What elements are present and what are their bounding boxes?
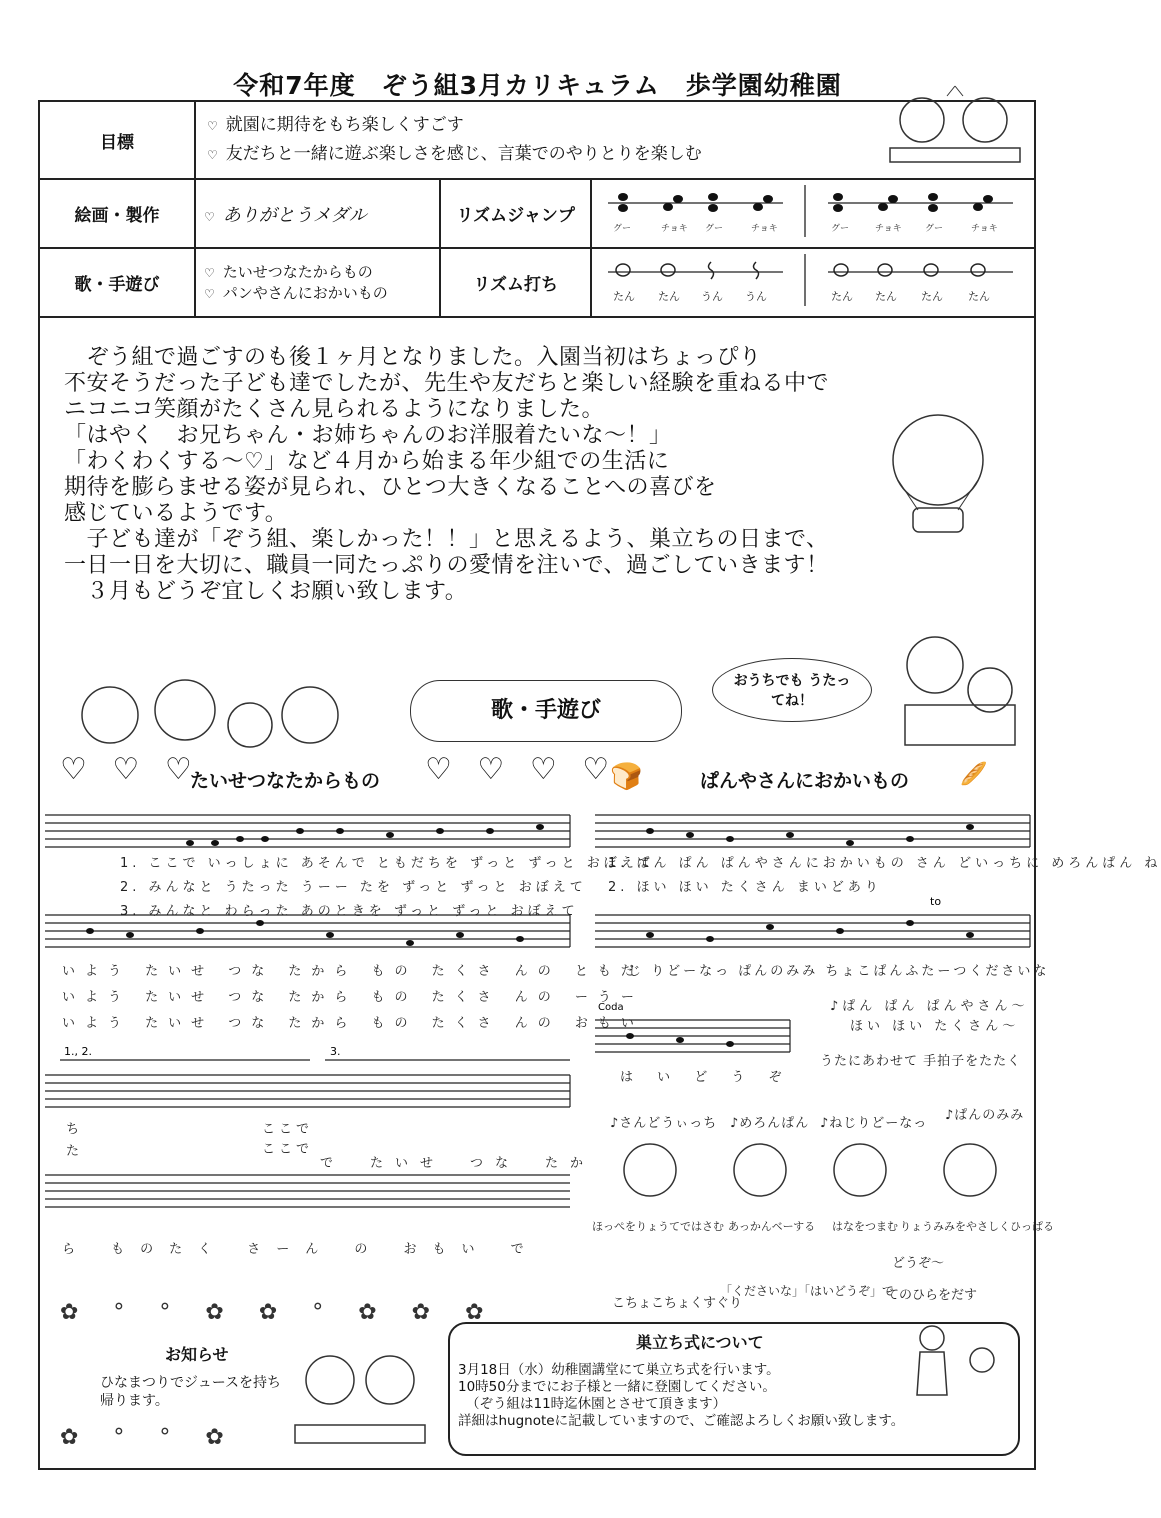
message-line: 感じているようです。 [64, 501, 288, 526]
extra-instruction: てのひらをだす [886, 1288, 978, 1303]
extra-instruction: 「くださいな」「はいどうぞ」で [720, 1284, 895, 1298]
jump-label-text: グー [613, 224, 632, 234]
teacher-illustration [895, 620, 1025, 750]
animals-illustration [65, 655, 365, 765]
jump-rhythm-graphic [593, 181, 1033, 241]
jump-label-text: チョキ [875, 224, 902, 234]
jump-label-text: グー [705, 224, 724, 234]
clap-label-text: うん [701, 290, 723, 303]
message-line: 一日一日を大切に、職員一同たっぷりの愛情を注いで、過ごしていきます！ [64, 553, 829, 578]
graduation-line: 10時50分までにお子様と一緒に登園してください。 [458, 1379, 776, 1395]
extra-instruction: こちょこちょくすぐり [612, 1296, 743, 1311]
goal-label: 目標 [39, 101, 195, 179]
message-line: 「わくわくする～♡」など４月から始まる年少組での生活に [64, 449, 670, 474]
jump-cell [591, 179, 1035, 248]
art-cell: ♡ ありがとうメダル [195, 179, 440, 248]
song-item: ♡ パンやさんにおかいもの [203, 283, 388, 302]
jump-label-text: チョキ [661, 224, 688, 234]
graduation-line: （ぞう組は11時迄休園とさせて頂きます） [466, 1396, 727, 1412]
clap-label-text: たん [613, 290, 635, 303]
notice-text: ひなまつりでジュースを持ち帰ります。 [100, 1375, 282, 1409]
clap-label-text: うん [745, 290, 767, 303]
message-line: ３月もどうぞ宜しくお願い致します。 [64, 579, 468, 604]
art-label: 絵画・製作 [39, 179, 195, 248]
jump-label: リズムジャンプ [440, 179, 591, 248]
action-label: ♪さんどうぃっち [610, 1116, 718, 1131]
clap-label: リズム打ち [440, 248, 591, 317]
staff-row-2 [45, 915, 570, 947]
song-cell [195, 248, 440, 317]
song2-lyric: は い ど う ぞ [620, 1070, 792, 1085]
clap-label-text: たん [831, 290, 853, 303]
song2-note: うたにあわせて 手拍子をたたく [820, 1054, 1022, 1069]
staff-row-4 [45, 1175, 570, 1207]
jump-label-text: グー [925, 224, 944, 234]
song1-lyric: いよう たいせ つな たから もの たくさ んの ともだ [62, 964, 644, 979]
extra-instruction: どうぞ～ [892, 1256, 945, 1271]
jump-label-text: チョキ [751, 224, 778, 234]
song1-lyric: いよう たいせ つな たから もの たくさ んの ーうー [62, 990, 644, 1005]
song2-title: ぱんやさんにおかいもの [700, 770, 910, 792]
action-desc: あっかんベーする [728, 1220, 816, 1233]
action-desc: はなをつまむ [832, 1220, 898, 1233]
message-paragraph [64, 345, 994, 605]
song2-note: ♪ぱん ぱん ぱんやさん～ [830, 999, 1029, 1014]
song1-lyric: 3. みんなと わらった あのときを ずっと ずっと おぼえて [120, 904, 579, 919]
jump-label-text: チョキ [971, 224, 998, 234]
coda-label: Coda [598, 1002, 624, 1013]
song1-lyric: で たいせ つな たか [320, 1156, 596, 1171]
ending-1: 1., 2. [64, 1045, 92, 1058]
speech-bubble: おうちでも うたってね！ [712, 658, 872, 722]
hearts-decoration: ♡ ♡ ♡ [60, 752, 200, 787]
action-illustrations [600, 1135, 1030, 1215]
action-desc: りょうみみをやさしくひっぱる [900, 1220, 1054, 1233]
message-line: ぞう組で過ごすのも後１ヶ月となりました。入園当初はちょっぴり [64, 345, 762, 370]
song1-lyric: ここで [262, 1142, 314, 1157]
hina-dolls-illustration [880, 78, 1030, 174]
song-label: 歌・手遊び [39, 248, 195, 317]
jump-label-text: グー [831, 224, 850, 234]
song1-lyric: ら ものたく さーん の おもい で [62, 1242, 540, 1257]
balloon-illustration [878, 410, 998, 540]
song2-note: ほい ほい たくさん～ [850, 1019, 1020, 1034]
hearts-decoration: ♡ ♡ ♡ ♡ [425, 752, 618, 787]
message-line: ニコニコ笑顔がたくさん見られるようになりました。 [64, 397, 605, 422]
bread-icon: 🥖 [960, 762, 988, 787]
page-title: 令和7年度 ぞう組3月カリキュラム 歩学園幼稚園 [233, 71, 842, 100]
song1-lyric: た [66, 1144, 84, 1159]
song1-lyric: いよう たいせ つな たから もの たくさ んの おもい [62, 1016, 644, 1031]
clap-label-text: たん [968, 290, 990, 303]
bread-icon: 🍞 [610, 762, 643, 792]
notice-title: お知らせ [165, 1345, 229, 1364]
graduation-body [458, 1362, 904, 1430]
flower-decoration: ✿ ° ° ✿ [60, 1425, 238, 1450]
clap-cell [591, 248, 1035, 317]
message-line: 期待を膨らませる姿が見られ、ひとつ大きくなることへの喜びを [64, 475, 717, 500]
clap-rhythm-graphic [593, 250, 1033, 310]
message-line: 不安そうだった子ども達でしたが、先生や友だちと楽しい経験を重ねる中で [64, 371, 830, 396]
action-desc: ほっぺをりょうてではさむ [592, 1220, 724, 1233]
graduation-line: 3月18日（水）幼稚園講堂にて巣立ち式を行います。 [458, 1362, 780, 1378]
song1-title: たいせつなたからもの [190, 770, 381, 792]
song-item: ♡ たいせつなたからもの [203, 262, 373, 281]
action-label: ♪ぱんのみみ [945, 1108, 1025, 1123]
action-label: ♪ねじりどーなっ [820, 1116, 928, 1131]
staff-row-3 [45, 1075, 570, 1107]
goal-item: ♡ 就園に期待をもち楽しくすごす [206, 115, 464, 135]
graduation-title: 巣立ち式について [636, 1333, 764, 1352]
clap-label-text: たん [875, 290, 897, 303]
song2-lyric: 2. ほい ほい たくさん まいどあり [608, 880, 882, 895]
ending-2: 3. [330, 1045, 341, 1058]
song2-lyric: じ りどーなっ ぱんのみみ ちょこぱんふたーつくださいな [628, 964, 1050, 979]
song1-lyric: 1. ここで いっしょに あそんで ともだちを ずっと ずっと おぼえて [120, 856, 655, 871]
clap-label-text: たん [921, 290, 943, 303]
message-line: 子ども達が「ぞう組、楽しかった！！」と思えるよう、巣立ちの日まで、 [64, 527, 829, 552]
goal-item: ♡ 友だちと一緒に遊ぶ楽しさを感じ、言葉でのやりとりを楽しむ [206, 144, 702, 164]
flower-decoration: ✿ ° ° ✿ ✿ ° ✿ ✿ ✿ [60, 1300, 498, 1325]
message-line: 「はやく お兄ちゃん・お姉ちゃんのお洋服着たいな～！」 [64, 423, 672, 448]
song1-lyric: ここで [262, 1122, 314, 1137]
songs-banner: 歌・手遊び [410, 680, 682, 742]
to-coda-label: to [930, 895, 942, 908]
action-label: ♪めろんぱん [730, 1116, 810, 1131]
graduation-illustration [902, 1320, 1002, 1400]
song1-lyric: 2. みんなと うたった うーー たを ずっと ずっと おぼえて [120, 880, 587, 895]
hina-dolls-bottom-illustration [290, 1340, 430, 1450]
clap-label-text: たん [658, 290, 680, 303]
song2-lyric: 1. ぱん ぱん ぱんやさんにおかいもの さん どいっちに めろんぱん ね [608, 856, 1161, 871]
song1-lyric: ち [66, 1122, 84, 1137]
graduation-line: 詳細はhugnoteに記載していますので、ご確認よろしくお願い致します。 [458, 1413, 905, 1429]
